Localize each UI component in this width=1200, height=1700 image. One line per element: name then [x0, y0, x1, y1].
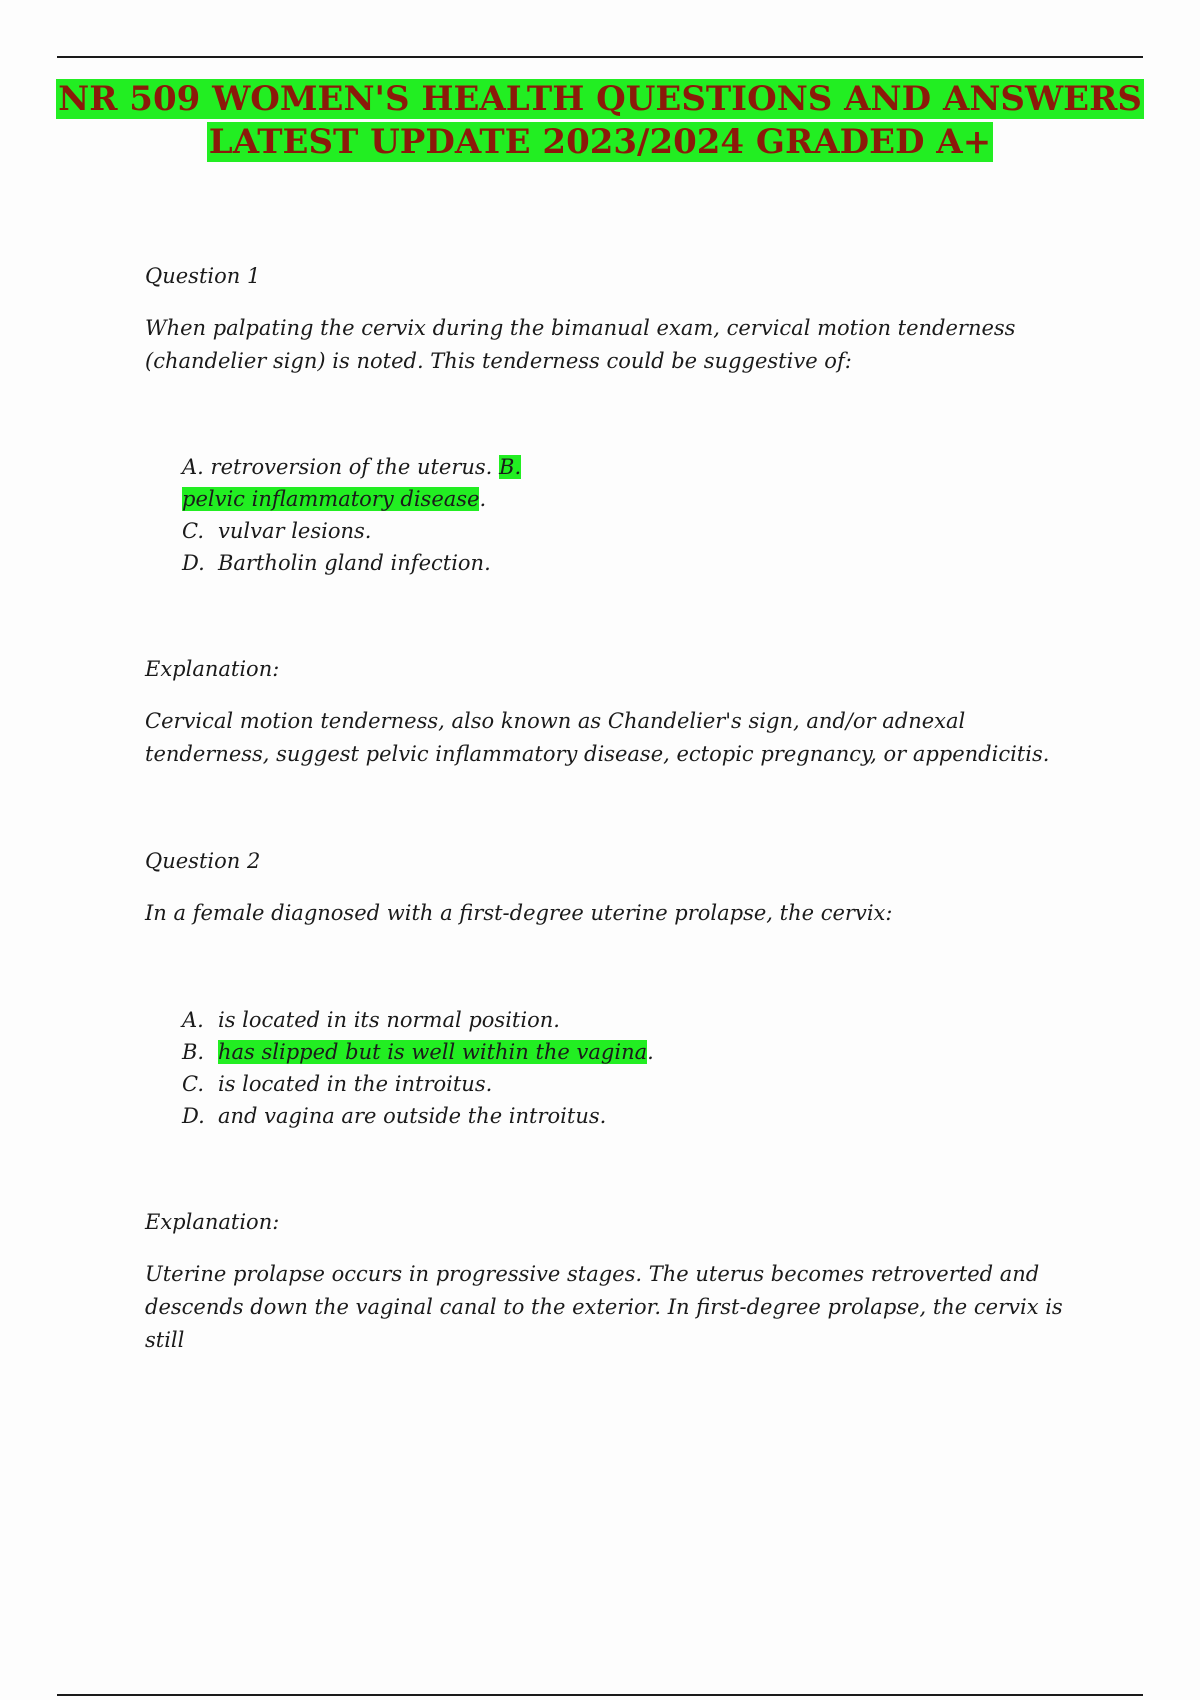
q2-option-c-text: is located in the introitus.: [218, 1072, 493, 1096]
q2-option-a-text: is located in its normal position.: [218, 1008, 560, 1032]
q1-option-a-text: retroversion of the uterus.: [210, 455, 493, 479]
q2-option-a-row: [182, 1004, 882, 1036]
question-2-label: Question 2: [145, 849, 261, 873]
q2-option-d-row: [182, 1100, 882, 1132]
q1-option-d-row: [182, 547, 882, 579]
question-2-options: [182, 1004, 882, 1132]
q2-option-b-text: has slipped but is well within the vagina: [218, 1040, 648, 1064]
q1-option-c-row: [182, 515, 882, 547]
question-2-text: In a female diagnosed with a first-degree uterine prolapse, the cervix:: [145, 901, 893, 925]
question-1-options: [182, 451, 882, 579]
q1-option-a-row: [182, 451, 882, 483]
q1-option-b-letter: B.: [499, 455, 522, 479]
question-1-text: When palpating the cervix during the bimanual exam, cervical motion tenderness (chandelier sign) is noted. This tenderness could be suggestive of:: [145, 316, 1016, 373]
q2-option-a-letter: A.: [182, 1008, 204, 1032]
q1-option-a-letter: A.: [182, 455, 204, 479]
question-2-explanation-label: Explanation:: [145, 1210, 280, 1234]
question-2-explanation-text: Uterine prolapse occurs in progressive stages. The uterus becomes retroverted and descends down the vaginal canal to the exterior. In first-degree prolapse, the cervix is still: [145, 1262, 1063, 1352]
document-title: [0, 78, 1200, 164]
q1-option-d-letter: D.: [182, 551, 205, 575]
q2-option-b-row: B. has slipped but is well within the vagina.: [182, 1036, 882, 1068]
q1-option-b-row: pelvic inflammatory disease.: [182, 487, 487, 511]
q1-option-c-letter: C.: [182, 519, 204, 543]
question-1-explanation-text: Cervical motion tenderness, also known as Chandelier's sign, and/or adnexal tenderness, suggest pelvic inflammatory disease, ectopic pregnancy, or appendicitis.: [145, 709, 1050, 766]
q1-option-c-text: vulvar lesions.: [218, 519, 372, 543]
q2-option-d-text: and vagina are outside the introitus.: [218, 1104, 607, 1128]
question-1-explanation-label: Explanation:: [145, 657, 280, 681]
q2-option-c-letter: C.: [182, 1072, 204, 1096]
question-1-label: Question 1: [145, 264, 261, 288]
q1-option-d-text: Bartholin gland infection.: [218, 551, 491, 575]
q2-option-c-row: [182, 1068, 882, 1100]
q1-option-b-text: pelvic inflammatory disease: [182, 487, 480, 511]
bottom-rule: [57, 1694, 1143, 1696]
q2-option-b-letter: B.: [182, 1040, 205, 1064]
top-rule: [57, 56, 1143, 58]
title-line-2: LATEST UPDATE 2023/2024 GRADED A+: [208, 122, 992, 162]
q2-option-d-letter: D.: [182, 1104, 205, 1128]
title-line-1: NR 509 WOMEN'S HEALTH QUESTIONS AND ANSWERS: [58, 79, 1142, 119]
